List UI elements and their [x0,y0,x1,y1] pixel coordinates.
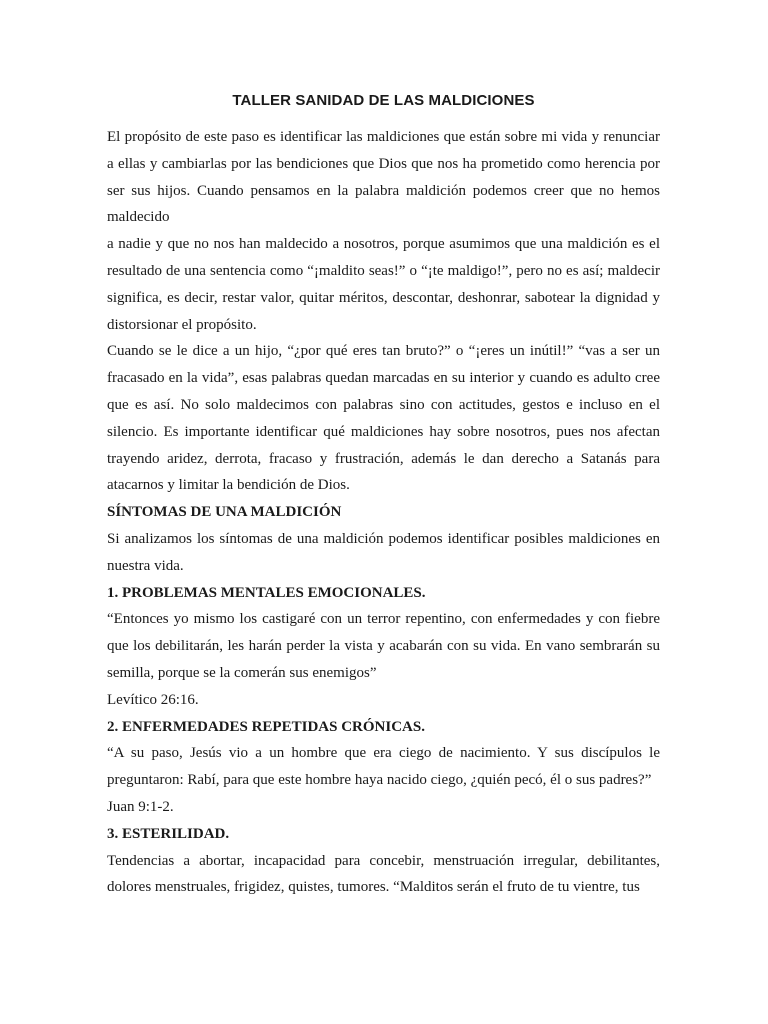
symptoms-heading: SÍNTOMAS DE UNA MALDICIÓN [107,504,342,521]
section-1-quote: “Entonces yo mismo los castigaré con un terror repentino, con enfermedades y con fiebre que los debilitarán, les harán perder la vista y acabarán con su vida. En vano sembrarán su semilla, porque se la comerán sus enemigos” [107,611,660,681]
section-3-paragraph: Tendencias a abortar, incapacidad para concebir, menstruación irregular, debilitantes, dolores menstruales, frigidez, quistes, tumores. “Malditos serán el fruto de tu vientre, tus [107,852,660,896]
section-2-quote: “A su paso, Jesús vio a un hombre que era ciego de nacimiento. Y sus discípulos le preguntaron: Rabí, para que este hombre haya nacido ciego, ¿quién pecó, él o sus padres?” [107,745,660,789]
intro-paragraph-1: El propósito de este paso es identificar las maldiciones que están sobre mi vida y renunciar a ellas y cambiarlas por las bendiciones que Dios que nos ha prometido como herencia por ser sus hijos. Cuando pensamos en la palabra maldición podemos creer que no hemos maldecido [107,129,660,226]
section-3-heading: 3. ESTERILIDAD. [107,825,230,842]
document-title: TALLER SANIDAD DE LAS MALDICIONES [232,92,535,109]
intro-paragraph-3: Cuando se le dice a un hijo, “¿por qué eres tan bruto?” o “¡eres un inútil!” “vas a ser un fracasado en la vida”, esas palabras quedan marcadas en su interior y cuando es adulto cree que es así. No solo maldecimos con palabras sino con actitudes, gestos e incluso en el silencio. Es importante identificar qué maldiciones hay sobre nosotros, pues nos afectan trayendo aridez, derrota, fracaso y frustración, además le dan derecho a Satanás para atacarnos y limitar la bendición de Dios. [107,343,660,494]
section-1-heading: 1. PROBLEMAS MENTALES EMOCIONALES. [107,584,426,601]
document-page [107,88,660,901]
intro-paragraph-2: a nadie y que no nos han maldecido a nosotros, porque asumimos que una maldición es el resultado de una sentencia como “¡maldito seas!” o “¡te maldigo!”, pero no es así; maldecir significa, es decir, restar valor, quitar méritos, descontar, deshonrar, sabotear la dignidad y distorsionar el propósito. [107,236,660,333]
section-2-reference: Juan 9:1-2. [107,798,174,815]
section-2-heading: 2. ENFERMEDADES REPETIDAS CRÓNICAS. [107,718,425,735]
section-1-reference: Levítico 26:16. [107,691,199,708]
symptoms-paragraph: Si analizamos los síntomas de una maldición podemos identificar posibles maldiciones en nuestra vida. [107,530,660,574]
